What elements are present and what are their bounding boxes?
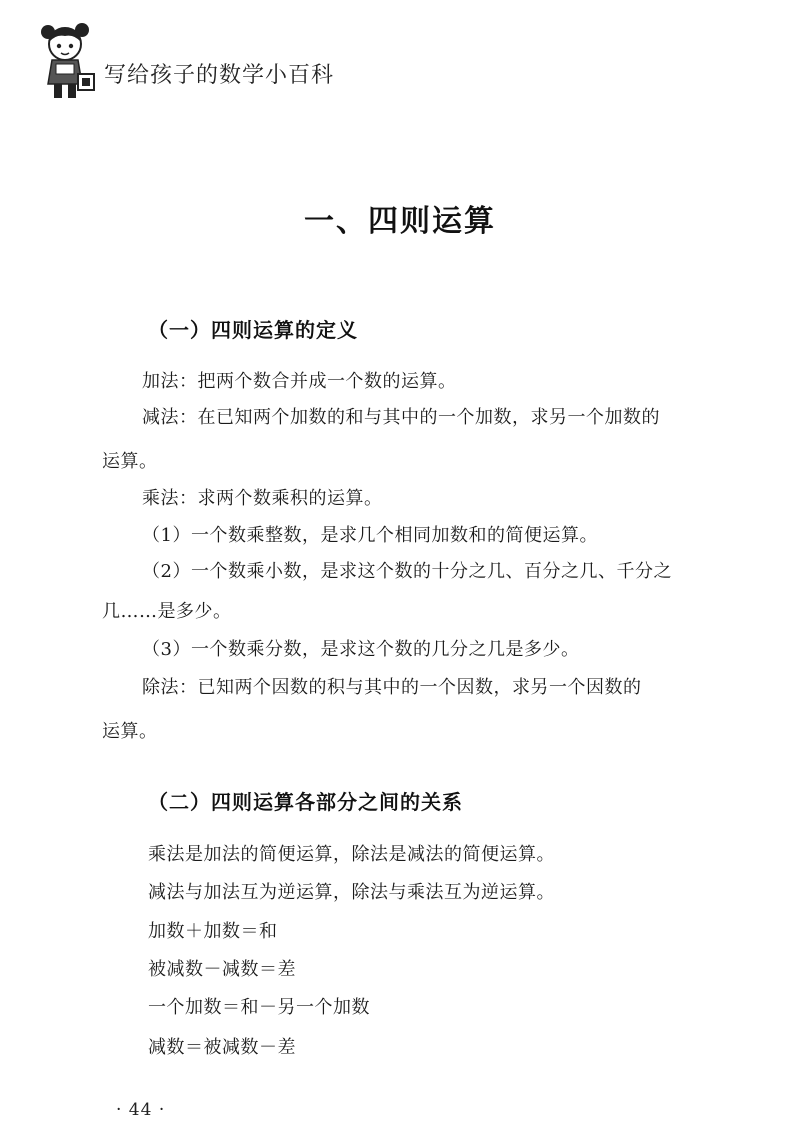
paragraph-line: 减法：在已知两个加数的和与其中的一个加数，求另一个加数的: [142, 407, 660, 428]
paragraph-line: （1）一个数乘整数，是求几个相同加数和的简便运算。: [142, 525, 598, 546]
paragraph-line: 运算。: [102, 451, 158, 472]
paragraph-line: （2）一个数乘小数，是求这个数的十分之几、百分之几、千分之: [142, 561, 672, 582]
paragraph-line: 几……是多少。: [102, 601, 232, 622]
paragraph-line: 乘法是加法的简便运算，除法是减法的简便运算。: [148, 844, 555, 865]
formula-line: 减数＝被减数－差: [148, 1037, 296, 1058]
paragraph-line: 乘法：求两个数乘积的运算。: [142, 488, 383, 509]
formula-line: 一个加数＝和－另一个加数: [148, 997, 370, 1018]
paragraph-line: （3）一个数乘分数，是求这个数的几分之几是多少。: [142, 639, 580, 660]
chapter-title: 一、四则运算: [304, 204, 496, 239]
paragraph-line: 运算。: [102, 721, 158, 742]
formula-line: 加数＋加数＝和: [148, 921, 278, 942]
paragraph-line: 除法：已知两个因数的积与其中的一个因数，求另一个因数的: [142, 677, 642, 698]
girl-mascot-icon: [38, 18, 102, 100]
page-header: [38, 18, 368, 100]
section-1-title: （一）四则运算的定义: [148, 318, 358, 342]
section-2-title: （二）四则运算各部分之间的关系: [148, 790, 463, 814]
book-title: 写给孩子的数学小百科: [104, 63, 335, 88]
paragraph-line: 减法与加法互为逆运算，除法与乘法互为逆运算。: [148, 882, 555, 903]
paragraph-line: 加法：把两个数合并成一个数的运算。: [142, 371, 457, 392]
formula-line: 被减数－减数＝差: [148, 959, 296, 980]
page-number: · 44 ·: [116, 1100, 166, 1120]
